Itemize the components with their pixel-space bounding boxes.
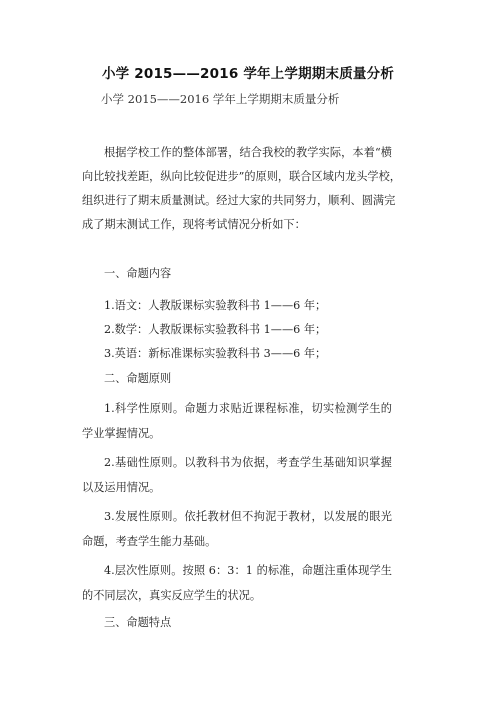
principle-3-line-2: 命题，考查学生能力基础。 — [82, 535, 217, 548]
intro-line-2: 向比较找差距，纵向比较促进步”的原则，联合区域内龙头学校， — [82, 170, 401, 183]
content-item-english: 3.英语：新标准课标实验教科书 3——6 年； — [104, 347, 327, 360]
document-title: 小学 2015——2016 学年上学期期末质量分析 — [101, 66, 395, 82]
principle-1-line-1: 1.科学性原则。命题力求贴近课程标准，切实检测学生的 — [104, 402, 392, 415]
section-heading-content: 一、命题内容 — [104, 267, 172, 280]
principle-1-line-2: 学业掌握情况。 — [82, 427, 161, 440]
principle-2-line-1: 2.基础性原则。以教科书为依据，考查学生基础知识掌握 — [104, 456, 392, 469]
content-item-math: 2.数学：人教版课标实验教科书 1——6 年； — [104, 323, 327, 336]
section-heading-features: 三、命题特点 — [104, 616, 172, 629]
intro-line-4: 成了期末测试工作，现将考试情况分析如下： — [82, 218, 306, 231]
intro-line-3: 组织进行了期末质量测试。经过大家的共同努力，顺利、圆满完 — [82, 194, 396, 207]
content-item-chinese: 1.语文：人教版课标实验教科书 1——6 年； — [104, 299, 327, 312]
principle-3-line-1: 3.发展性原则。依托教材但不拘泥于教材，以发展的眼光 — [104, 510, 392, 523]
document-subtitle: 小学 2015——2016 学年上学期期末质量分析 — [101, 92, 340, 106]
principle-4-line-2: 的不同层次，真实反应学生的状况。 — [82, 589, 262, 602]
principle-4-line-1: 4.层次性原则。按照 6：3：1 的标准，命题注重体现学生 — [104, 564, 392, 577]
section-heading-principles: 二、命题原则 — [104, 372, 172, 385]
intro-line-1: 根据学校工作的整体部署，结合我校的教学实际，本着“横 — [104, 146, 392, 159]
principle-2-line-2: 以及运用情况。 — [82, 481, 161, 494]
